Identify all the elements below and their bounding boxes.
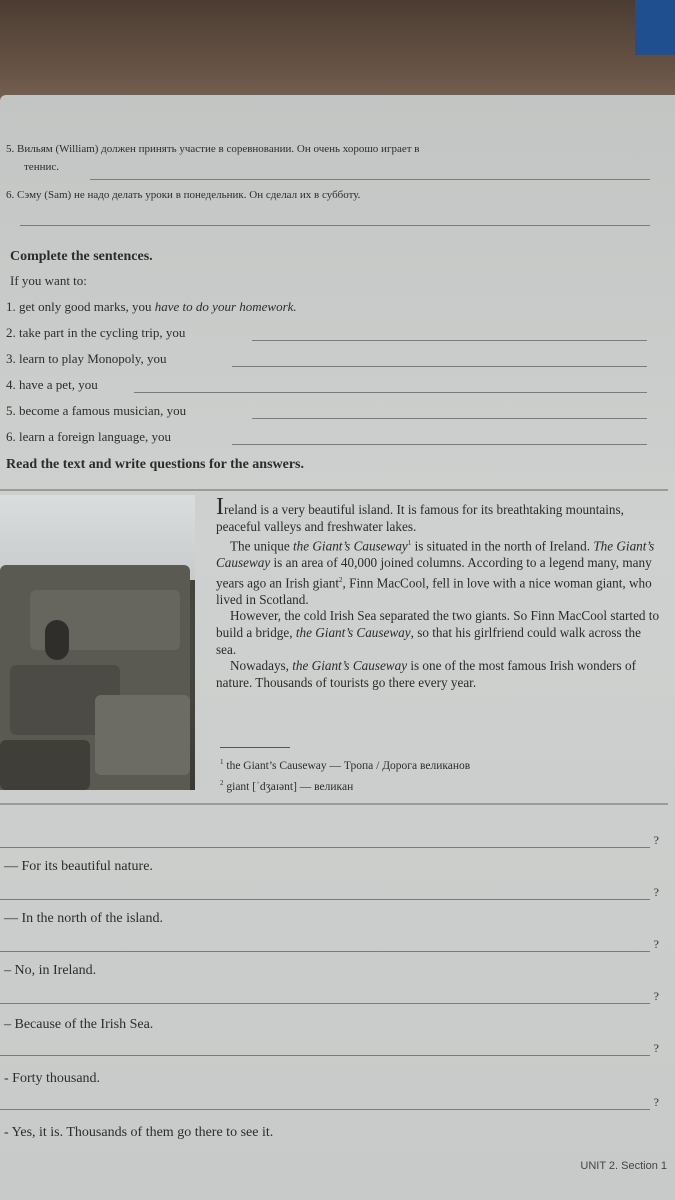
sentence-item-4: 4. have a pet, you bbox=[6, 377, 98, 392]
question-mark: ? bbox=[653, 989, 659, 1003]
answer-text: — For its beautiful nature. bbox=[4, 859, 153, 874]
top-item-5-cont: теннис. bbox=[24, 161, 59, 173]
sentence-item-1 bbox=[6, 299, 297, 315]
answer-text: - Forty thousand. bbox=[4, 1071, 101, 1086]
divider bbox=[0, 803, 668, 805]
question-line[interactable] bbox=[0, 899, 650, 900]
answer-line[interactable] bbox=[20, 225, 650, 226]
passage-text: is an area of 40,000 joined columns. According to a legend many, many years ago an Irish giant bbox=[216, 555, 652, 591]
passage-term: the Giant’s Causeway bbox=[293, 538, 408, 554]
passage-text: is one of the most famous Irish wonders of nature. Thousands of tourists go there every year. bbox=[216, 658, 636, 690]
answer-text: – No, in Ireland. bbox=[4, 963, 97, 978]
passage-p1: reland is a very beautiful island. It is famous for its breathtaking mountains, peaceful valleys and freshwater lakes. bbox=[216, 502, 624, 534]
question-line[interactable] bbox=[0, 951, 650, 952]
passage-text: However, the cold Irish Sea separated the two giants. So Finn MacCool started to build a bridge, bbox=[216, 608, 660, 640]
answer-line[interactable] bbox=[232, 366, 647, 367]
background-object bbox=[635, 0, 675, 55]
passage-text: The unique bbox=[230, 538, 293, 554]
sentence-prefix: 1. get only good marks, you bbox=[6, 299, 155, 314]
footnote-text: the Giant’s Causeway — Тропа / Дорога великанов bbox=[226, 759, 471, 772]
answer-line[interactable] bbox=[252, 418, 647, 419]
footnotes bbox=[220, 747, 660, 796]
top-item-5: 5. Вильям (William) должен принять участие в соревновании. Он очень хорошо играет в bbox=[6, 143, 420, 155]
background-fabric bbox=[0, 0, 675, 110]
answer-text: – Because of the Irish Sea. bbox=[4, 1017, 154, 1032]
divider bbox=[0, 489, 668, 491]
passage-text: , Finn MacCool, fell in love with a nice woman giant, who lived in Scotland. bbox=[216, 575, 652, 607]
sentence-item-3: 3. learn to play Monopoly, you bbox=[6, 351, 167, 366]
question-line[interactable] bbox=[0, 1109, 650, 1110]
question-line[interactable] bbox=[0, 1055, 650, 1056]
passage-term: the Giant’s Causeway bbox=[295, 624, 411, 640]
answer-line[interactable] bbox=[252, 340, 647, 341]
question-line[interactable] bbox=[0, 847, 650, 848]
passage-term: the Giant’s Causeway bbox=[292, 658, 408, 674]
sentence-item-6: 6. learn a foreign language, you bbox=[6, 429, 171, 444]
answer-line[interactable] bbox=[232, 444, 647, 445]
sentence-answer: have to do your homework. bbox=[154, 299, 297, 314]
section-intro: If you want to: bbox=[10, 273, 87, 288]
question-mark: ? bbox=[653, 885, 659, 899]
footnote-1: $^1$ the Giant’s Causeway — Тропа / Дорога великанов bbox=[220, 758, 471, 772]
sentence-item-2: 2. take part in the cycling trip, you bbox=[6, 325, 186, 340]
question-mark: ? bbox=[653, 1041, 659, 1055]
answer-text: - Yes, it is. Thousands of them go there to see it. bbox=[4, 1125, 274, 1140]
drop-cap: I bbox=[216, 494, 224, 520]
answer-text: — In the north of the island. bbox=[4, 911, 164, 926]
section-heading: Complete the sentences. bbox=[10, 249, 153, 264]
question-mark: ? bbox=[653, 833, 659, 847]
page-footer: UNIT 2. Section 1 bbox=[580, 1160, 667, 1172]
footnote-2: $^2$ giant [ˈdʒaɪənt] — великан bbox=[220, 778, 354, 793]
sentence-item-5: 5. become a famous musician, you bbox=[6, 403, 187, 418]
passage-text: is situated in the north of Ireland. bbox=[411, 538, 594, 554]
answer-line[interactable] bbox=[134, 392, 647, 393]
question-mark: ? bbox=[653, 937, 659, 951]
passage-term: The Giant’s Causeway bbox=[216, 538, 655, 571]
section-heading: Read the text and write questions for the answers. bbox=[6, 457, 304, 472]
question-mark: ? bbox=[653, 1095, 659, 1109]
giants-causeway-photo bbox=[0, 495, 195, 790]
footnote-text: giant [ˈdʒaɪənt] — великан bbox=[226, 780, 354, 793]
textbook-page bbox=[0, 95, 675, 1200]
answer-line[interactable] bbox=[90, 179, 650, 180]
question-line[interactable] bbox=[0, 1003, 650, 1004]
passage-text: , so that his girlfriend could walk across the sea. bbox=[216, 624, 641, 657]
top-item-6: 6. Сэму (Sam) не надо делать уроки в понедельник. Он сделал их в субботу. bbox=[6, 189, 361, 201]
reading-passage: Ireland is a very beautiful island. It is famous for its breathtaking mountains, peaceful valleys and freshwater lakes. The unique the Giant’s Causeway$^1$ is situated in the north of Ireland. The Giant’s Causeway is an area of 40,000 joined columns. According to a legend many, many years ago an Irish giant$^2$, Finn MacCool, fell in love with a nice woman giant, who lived in Scotland. However, the cold Irish Sea separated the two giants. So Finn MacCool started to build a bridge, the Giant’s Causeway, so that his girlfriend could walk across the sea. Nowadays, the Giant’s Causeway is one of the most famous Irish wonders of nature. Thousands of tourists go there every year. bbox=[216, 494, 660, 690]
passage-text: Nowadays, bbox=[230, 658, 293, 674]
